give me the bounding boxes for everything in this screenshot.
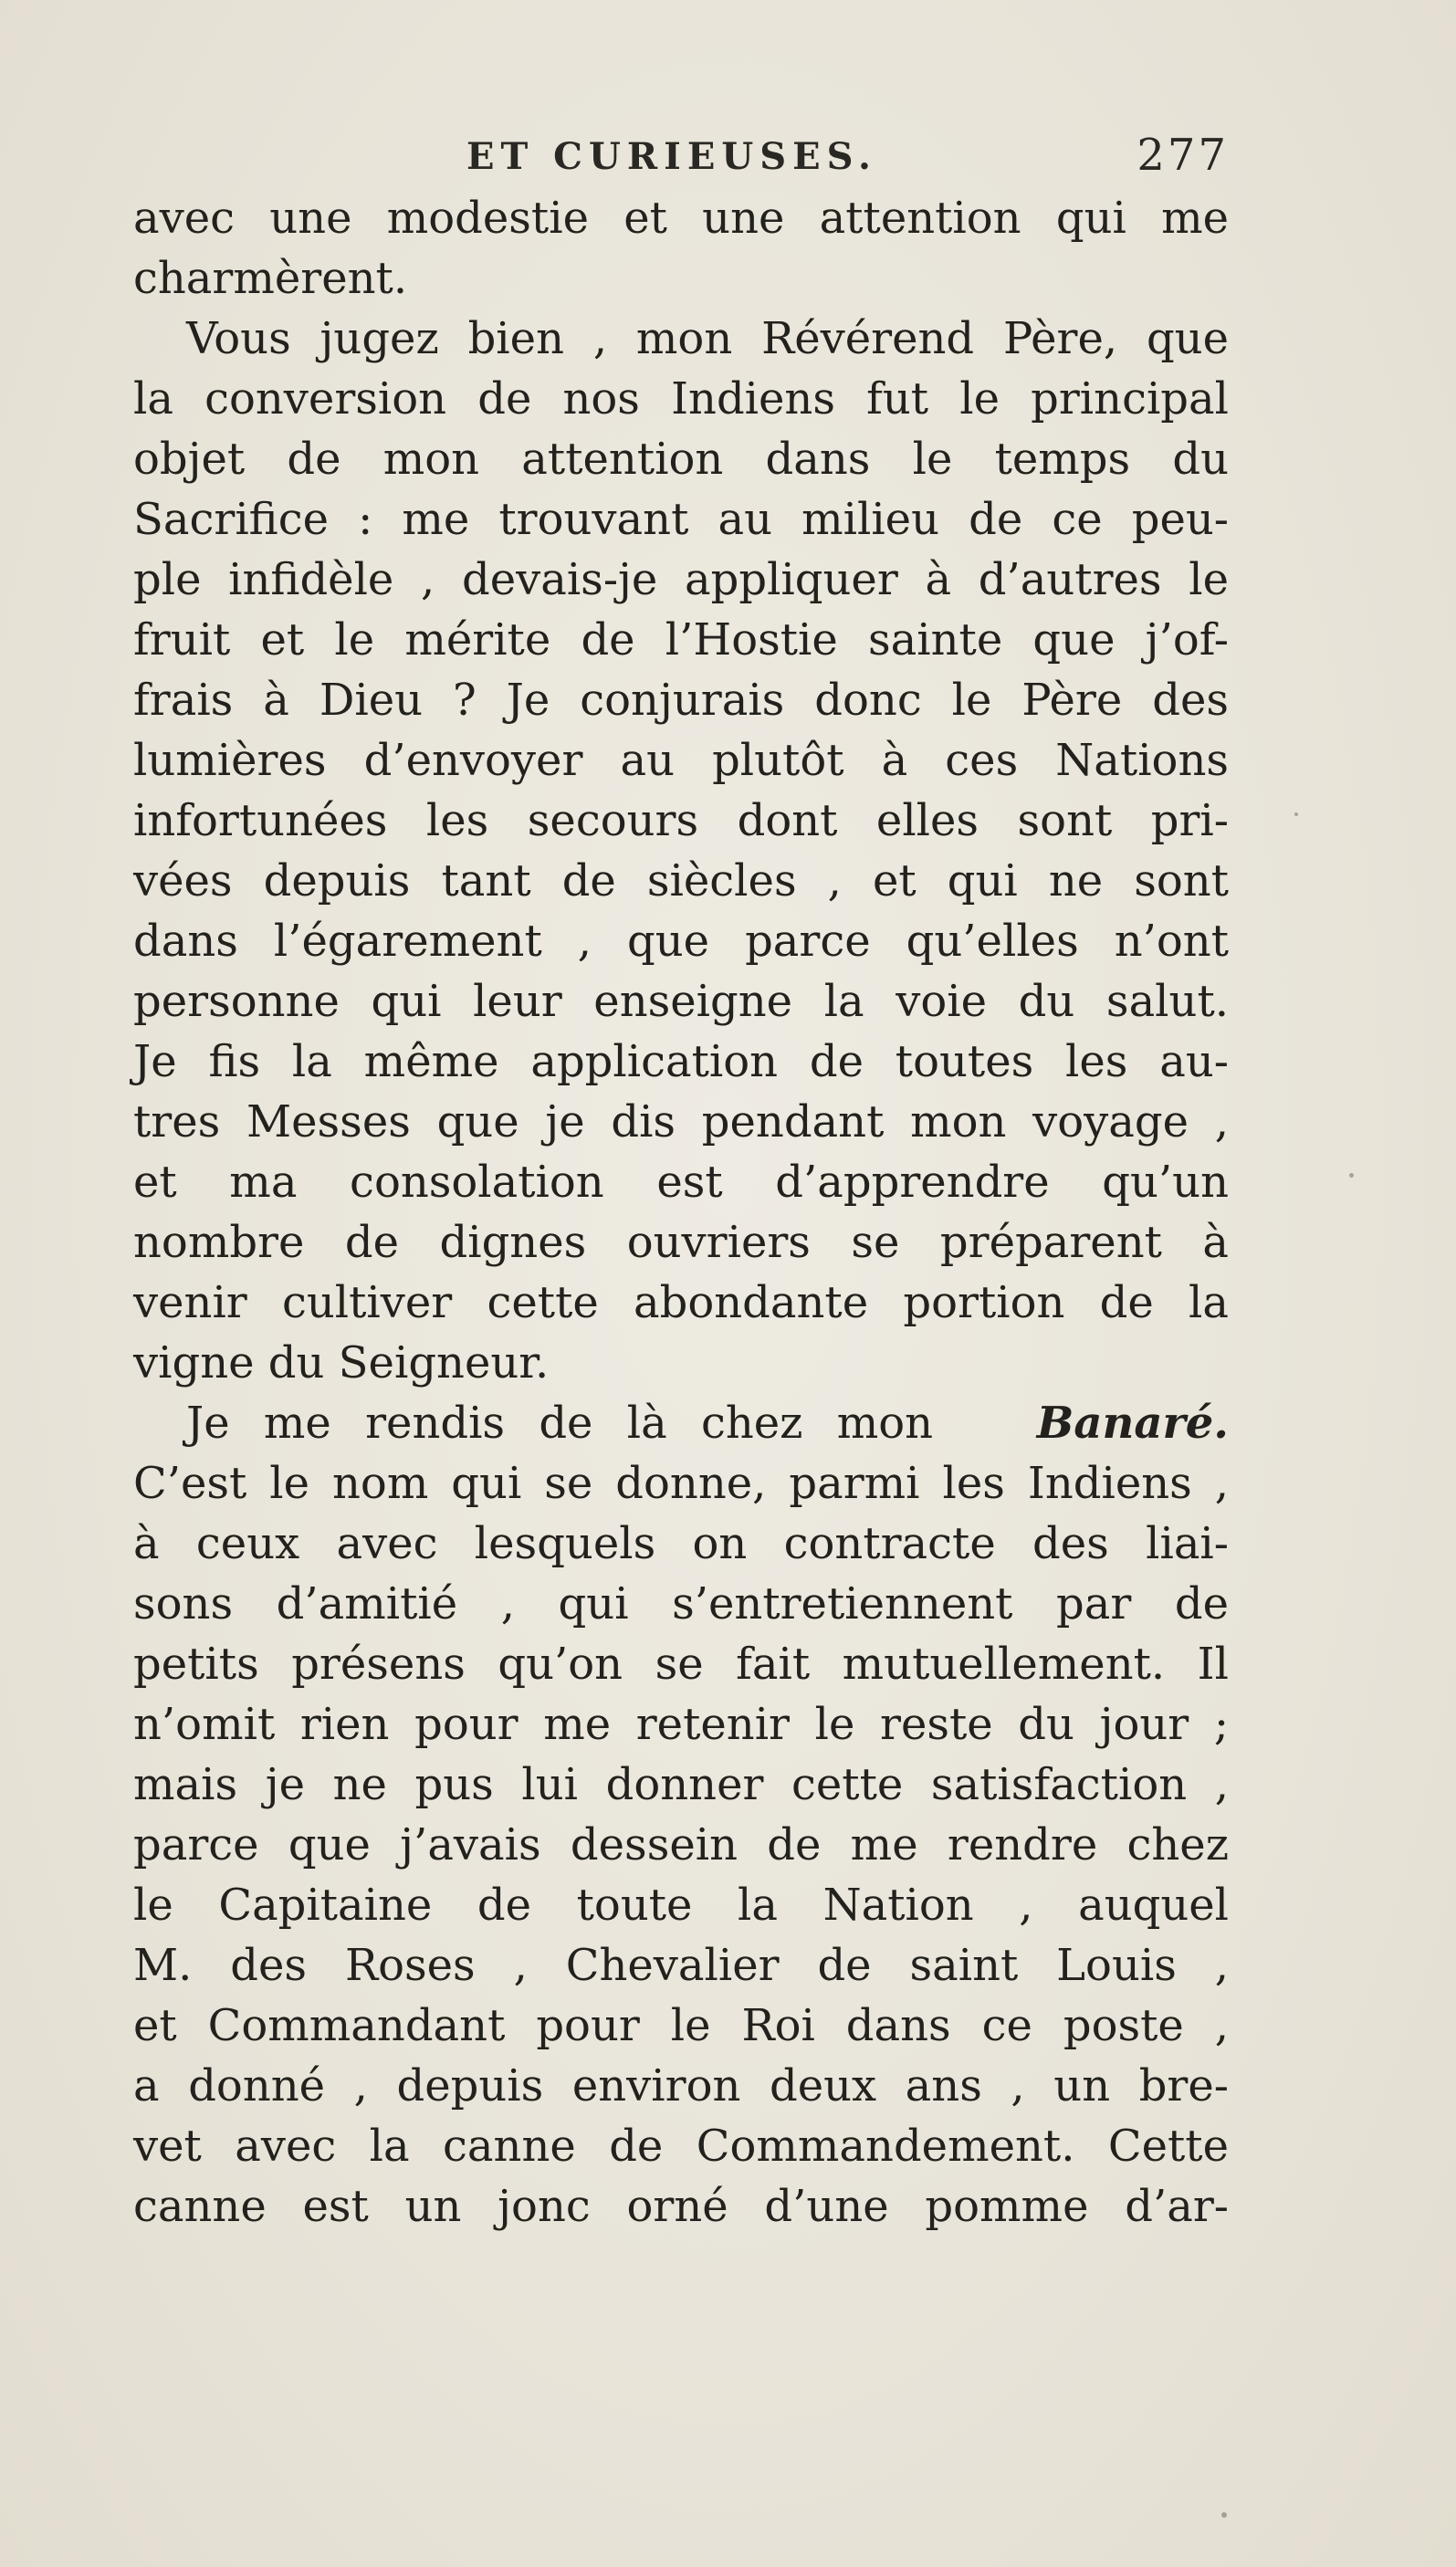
paper-speck	[1349, 1173, 1354, 1178]
text-line: infortunées les secours dont elles sont pri-	[133, 795, 1229, 846]
text-line: et ma consolation est d’apprendre qu’un	[133, 1157, 1229, 1208]
text-line: lumières d’envoyer au plutôt à ces Nations	[133, 735, 1229, 786]
text-line: la conversion de nos Indiens fut le principal	[133, 373, 1229, 424]
text-line: avec une modestie et une attention qui me	[133, 193, 1229, 244]
text-line: C’est le nom qui se donne, parmi les Indiens ,	[133, 1458, 1229, 1509]
running-head: ET CURIEUSES.	[466, 135, 877, 178]
text-line: vet avec la canne de Commandement. Cette	[133, 2121, 1229, 2172]
text-line: objet de mon attention dans le temps du	[133, 434, 1229, 485]
text-line: le Capitaine de toute la Nation , auquel	[133, 1880, 1229, 1931]
text-line: à ceux avec lesquels on contracte des liai-	[133, 1518, 1229, 1569]
text-line: venir cultiver cette abondante portion de la	[133, 1277, 1229, 1328]
page-header	[133, 128, 1229, 192]
paper-speck	[1221, 2512, 1227, 2518]
text-line: nombre de dignes ouvriers se préparent à	[133, 1217, 1229, 1268]
text-line: Je fis la même application de toutes les au-	[133, 1036, 1229, 1087]
italic-word: Banaré.	[1036, 1398, 1229, 1449]
text-line: M. des Roses , Chevalier de saint Louis ,	[133, 1940, 1229, 1991]
text-line: ple infidèle , devais-je appliquer à d’autres le	[133, 554, 1229, 605]
text-line: dans l’égarement , que parce qu’elles n’ont	[133, 916, 1229, 967]
line-text: Je me rendis de là chez mon	[186, 1398, 968, 1449]
text-line: vigne du Seigneur.	[133, 1337, 550, 1388]
text-line: personne qui leur enseigne la voie du salut.	[133, 976, 1229, 1027]
text-line: frais à Dieu ? Je conjurais donc le Père des	[133, 675, 1229, 726]
text-line: tres Messes que je dis pendant mon voyage ,	[133, 1096, 1229, 1147]
text-line: charmèrent.	[133, 253, 408, 304]
text-line: petits présens qu’on se fait mutuellement. Il	[133, 1639, 1229, 1690]
text-line: sons d’amitié , qui s’entretiennent par de	[133, 1578, 1229, 1629]
text-line-with-italic	[133, 1393, 1229, 1453]
text-line: a donné , depuis environ deux ans , un bre-	[133, 2060, 1229, 2111]
text-line: Sacrifice : me trouvant au milieu de ce peu-	[133, 494, 1229, 545]
text-line: mais je ne pus lui donner cette satisfaction ,	[133, 1759, 1229, 1810]
text-line: n’omit rien pour me retenir le reste du jour ;	[133, 1699, 1229, 1750]
paper-speck	[1294, 812, 1298, 816]
text-line: et Commandant pour le Roi dans ce poste ,	[133, 2000, 1229, 2051]
body-text	[133, 188, 1229, 2237]
text-line: parce que j’avais dessein de me rendre chez	[133, 1819, 1229, 1870]
text-line: Vous jugez bien , mon Révérend Père, que	[186, 313, 1229, 364]
page-number: 277	[1137, 130, 1229, 181]
text-line: canne est un jonc orné d’une pomme d’ar-	[133, 2181, 1229, 2232]
text-line: fruit et le mérite de l’Hostie sainte que j’of-	[133, 614, 1229, 665]
text-line: vées depuis tant de siècles , et qui ne sont	[133, 855, 1229, 906]
